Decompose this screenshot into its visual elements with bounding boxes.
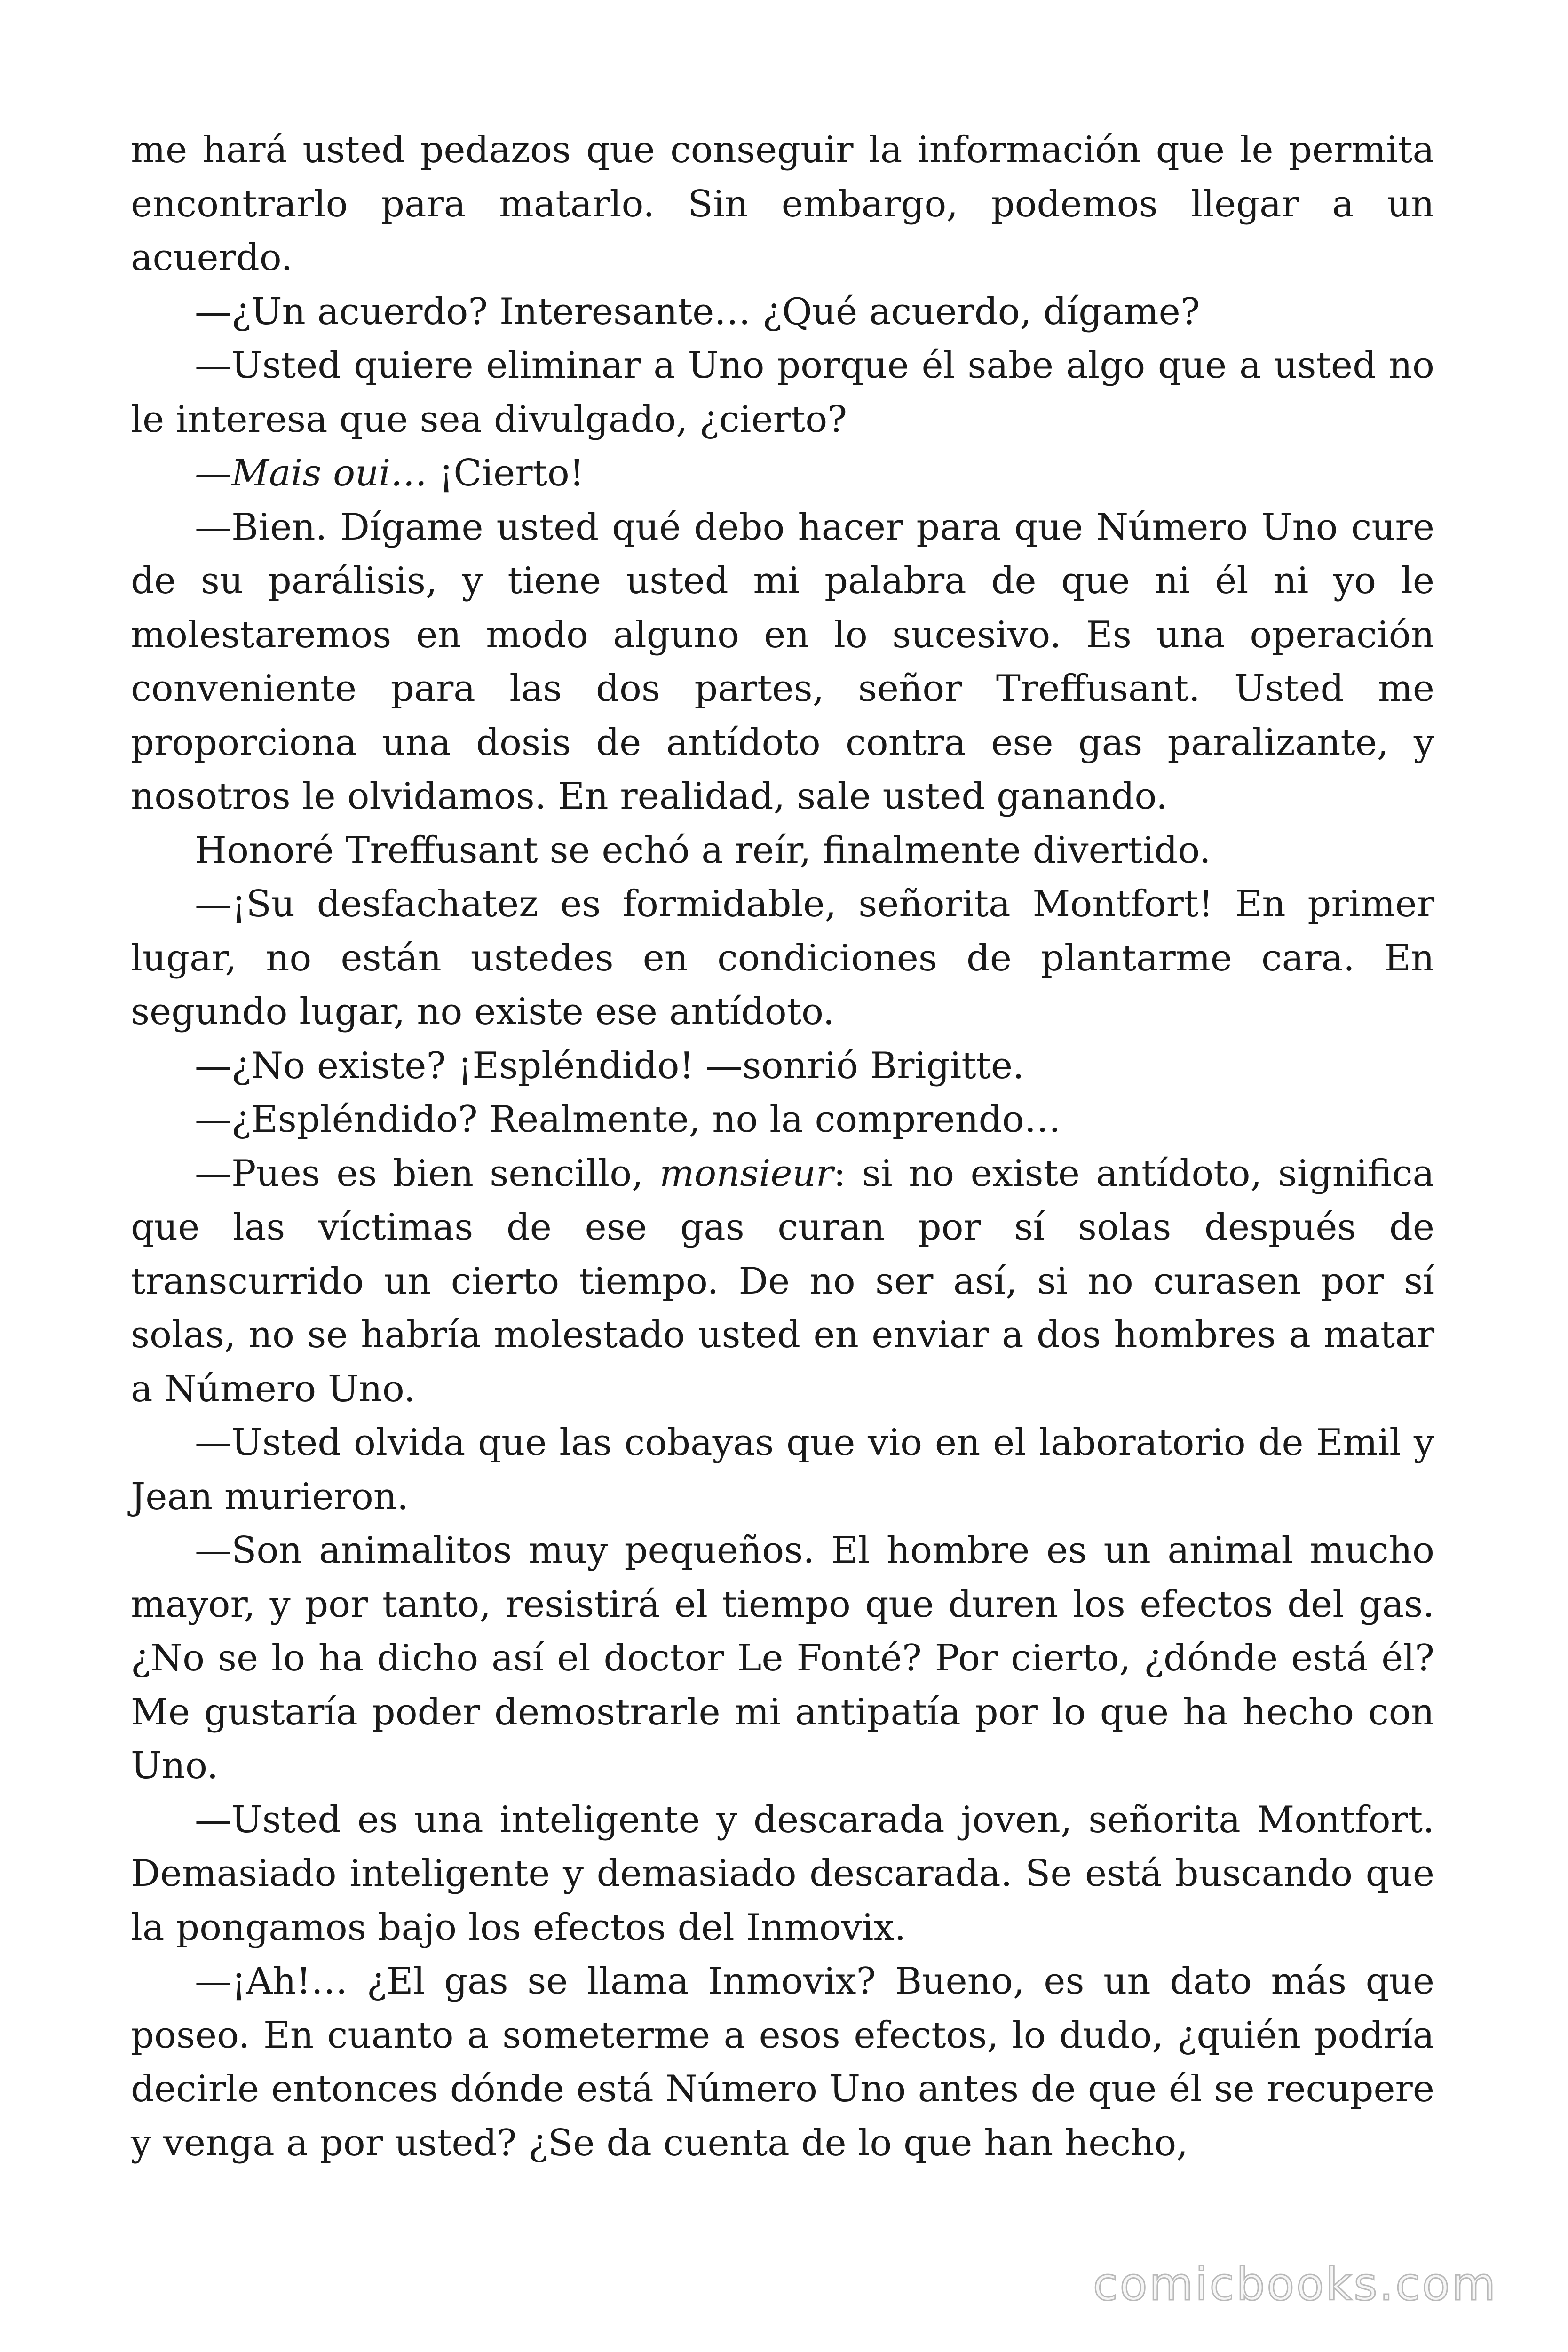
paragraph <box>131 1093 1434 1147</box>
paragraph <box>131 123 1434 285</box>
paragraph <box>131 501 1434 824</box>
paragraph-text: —Son animalitos muy pequeños. El hombre es un animal mucho mayor, y por tanto, resistirá el tiempo que duren los efectos del gas. ¿No se lo ha dicho así el doctor Le Fonté? Por cierto, ¿dónde está él? Me gustaría poder demostrarle mi antipatía por lo que ha hecho con Uno. <box>131 1529 1434 1787</box>
paragraph-text: —¿Espléndido? Realmente, no la comprendo… <box>195 1098 1061 1141</box>
paragraph-text: —Usted es una inteligente y descarada joven, señorita Montfort. Demasiado inteligente y demasiado descarada. Se está buscando que la pongamos bajo los efectos del Inmovix. <box>131 1798 1434 1949</box>
paragraph <box>131 446 1434 501</box>
paragraph-text: —¿Un acuerdo? Interesante… ¿Qué acuerdo, dígame? <box>195 290 1200 333</box>
watermark: comicbooks.com <box>1093 2258 1497 2311</box>
paragraph-text: —¿No existe? ¡Espléndido! —sonrió Brigitte. <box>195 1044 1024 1087</box>
paragraph-text: —¡Su desfachatez es formidable, señorita Montfort! En primer lugar, no están ustedes en condiciones de plantarme cara. En segundo lugar, no existe ese antídoto. <box>131 883 1434 1033</box>
paragraph-text: —Usted olvida que las cobayas que vio en el laboratorio de Emil y Jean murieron. <box>131 1422 1434 1518</box>
paragraph-text: —Usted quiere eliminar a Uno porque él sabe algo que a usted no le interesa que sea divulgado, ¿cierto? <box>131 344 1434 441</box>
paragraph-text: me hará usted pedazos que conseguir la información que le permita encontrarlo para matarlo. Sin embargo, podemos llegar a un acuerdo. <box>131 129 1434 279</box>
paragraph <box>131 339 1434 446</box>
italic-phrase: monsieur <box>659 1152 834 1195</box>
paragraph <box>131 1147 1434 1416</box>
paragraph <box>131 824 1434 878</box>
paragraph <box>131 1955 1434 2170</box>
paragraph-text: —Bien. Dígame usted qué debo hacer para que Número Uno cure de su parálisis, y tiene usted mi palabra de que ni él ni yo le molestaremos en modo alguno en lo sucesivo. Es una operación conveniente para las dos partes, señor Treffusant. Usted me proporciona una dosis de antídoto contra ese gas paralizante, y nosotros le olvidamos. En realidad, sale usted ganando. <box>131 506 1434 818</box>
paragraph-text: Honoré Treffusant se echó a reír, finalmente divertido. <box>195 829 1211 872</box>
paragraph <box>131 1416 1434 1524</box>
italic-phrase: —Mais oui… <box>195 452 428 494</box>
paragraph <box>131 1793 1434 1955</box>
paragraph <box>131 1524 1434 1793</box>
page-body <box>131 123 1434 2170</box>
paragraph <box>131 1039 1434 1093</box>
paragraph <box>131 877 1434 1039</box>
paragraph-text: : si no existe antídoto, significa que las víctimas de ese gas curan por sí solas después de transcurrido un cierto tiempo. De no ser así, si no curasen por sí solas, no se habría molestado usted en enviar a dos hombres a matar a Número Uno. <box>131 1152 1434 1410</box>
paragraph-text: ¡Cierto! <box>427 452 585 494</box>
paragraph-text: —Pues es bien sencillo, <box>195 1152 660 1195</box>
paragraph-text: —¡Ah!… ¿El gas se llama Inmovix? Bueno, es un dato más que poseo. En cuanto a someterme a esos efectos, lo dudo, ¿quién podría decirle entonces dónde está Número Uno antes de que él se recupere y venga a por usted? ¿Se da cuenta de lo que han hecho, <box>131 1960 1434 2164</box>
paragraph <box>131 285 1434 339</box>
